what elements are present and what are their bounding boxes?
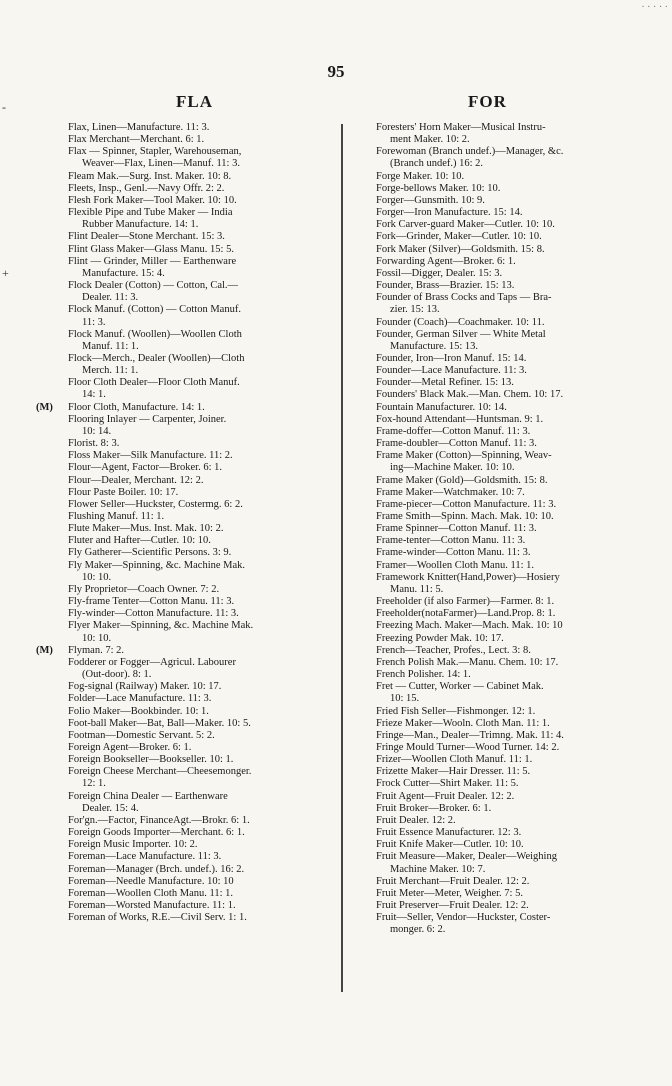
entry-line: Freeholder (if also Farmer)—Farmer. 8: 1. bbox=[376, 596, 555, 608]
entry-line: Frieze Maker—Wooln. Cloth Man. 11: 1. bbox=[376, 717, 550, 729]
entry-line: Founder, German Silver — White Metal bbox=[376, 328, 546, 340]
entry-line: Frizette Maker—Hair Dresser. 11: 5. bbox=[376, 766, 531, 778]
entry-line: Frame Smith—Spinn. Mach. Mak. 10: 10. bbox=[376, 511, 554, 522]
entry-line: Rubber Manufacture. 14: 1. bbox=[82, 219, 199, 231]
index-entry bbox=[36, 644, 328, 657]
entry-line: Frame Spinner—Cotton Manuf. 11: 3. bbox=[376, 523, 537, 535]
index-entry bbox=[46, 876, 328, 888]
index-entry bbox=[46, 146, 328, 170]
right-column-heading: FOR bbox=[468, 92, 507, 111]
index-entry bbox=[354, 389, 640, 401]
entry-line: Fruit Measure—Maker, Dealer—Weighing bbox=[376, 851, 557, 863]
index-entry bbox=[354, 268, 640, 280]
entry-line: Weaver—Flax, Linen—Manuf. 11: 3. bbox=[82, 158, 240, 170]
index-entry bbox=[46, 207, 328, 231]
entry-line: Folder—Lace Manufacture. 11: 3. bbox=[68, 693, 212, 705]
entry-line: Founder, Brass—Brazier. 15: 13. bbox=[376, 280, 515, 292]
entry-line: Fruit Essence Manufacturer. 12: 3. bbox=[376, 827, 522, 839]
entry-line: Foreman—Woollen Cloth Manu. 11: 1. bbox=[68, 887, 234, 899]
entry-line: Founder, Iron—Iron Manuf. 15: 14. bbox=[376, 352, 527, 364]
entry-line: Flock Manuf. (Woollen)—Woollen Cloth bbox=[68, 328, 242, 340]
index-entry bbox=[354, 402, 640, 414]
index-entry bbox=[354, 681, 640, 705]
entry-line: Flint Glass Maker—Glass Manu. 15: 5. bbox=[68, 243, 234, 255]
index-entry bbox=[46, 487, 328, 499]
index-entry bbox=[46, 475, 328, 487]
entry-line: Fossil—Digger, Dealer. 15: 3. bbox=[376, 267, 503, 279]
entry-line: Fruit Merchant—Fruit Dealer. 12: 2. bbox=[376, 875, 530, 887]
index-entry bbox=[354, 778, 640, 790]
entry-line: Merch. 11: 1. bbox=[82, 365, 139, 377]
index-entry bbox=[46, 851, 328, 863]
entry-line: ment Maker. 10: 2. bbox=[390, 134, 470, 146]
entry-line: 10: 10. bbox=[82, 632, 112, 644]
entry-line: Forger—Gunsmith. 10: 9. bbox=[376, 194, 485, 206]
index-entry bbox=[354, 426, 640, 438]
index-entry bbox=[46, 462, 328, 474]
entry-line: Flute Maker—Mus. Inst. Mak. 10: 2. bbox=[68, 523, 224, 535]
entry-line: Fly Maker—Spinning, &c. Machine Mak. bbox=[68, 559, 246, 571]
entry-line: Manu. 11: 5. bbox=[390, 583, 444, 595]
index-entry bbox=[354, 766, 640, 778]
index-entry bbox=[46, 900, 328, 912]
column-divider bbox=[341, 124, 343, 992]
index-entry bbox=[354, 839, 640, 851]
entry-line: Floor Cloth Dealer—Floor Cloth Manuf. bbox=[68, 377, 240, 389]
index-entry bbox=[354, 815, 640, 827]
index-entry bbox=[354, 244, 640, 256]
entry-line: Flyer Maker—Spinning, &c. Machine Mak. bbox=[68, 620, 254, 632]
entry-marker: (M) bbox=[36, 644, 53, 656]
index-entry bbox=[354, 353, 640, 365]
entry-line: 12: 1. bbox=[82, 778, 106, 790]
index-entry bbox=[46, 584, 328, 596]
entry-line: Manuf. 11: 1. bbox=[82, 340, 139, 352]
margin-tick-mark: ‐ bbox=[2, 100, 6, 114]
entry-line: Foreign Agent—Broker. 6: 1. bbox=[68, 741, 192, 753]
index-entry bbox=[46, 122, 328, 134]
index-entry bbox=[46, 742, 328, 754]
entry-line: 10: 15. bbox=[390, 693, 420, 705]
index-entry bbox=[36, 401, 328, 414]
index-entry bbox=[46, 730, 328, 742]
index-entry bbox=[354, 596, 640, 608]
index-entry bbox=[46, 256, 328, 280]
index-entry bbox=[354, 365, 640, 377]
entry-line: Founder—Metal Refiner. 15: 13. bbox=[376, 377, 514, 389]
entry-line: Foreign China Dealer — Earthenware bbox=[68, 790, 228, 802]
entry-line: Fried Fish Seller—Fishmonger. 12: 1. bbox=[376, 705, 536, 717]
entry-line: Flax — Spinner, Stapler, Warehouseman, bbox=[68, 146, 242, 158]
index-entry bbox=[46, 280, 328, 304]
entry-line: Freeholder(notaFarmer)—Land.Prop. 8: 1. bbox=[376, 608, 556, 620]
index-entry bbox=[354, 608, 640, 620]
entry-line: Forge-bellows Maker. 10: 10. bbox=[376, 182, 501, 194]
index-entry bbox=[354, 754, 640, 766]
index-entry bbox=[354, 511, 640, 523]
entry-line: Fly Proprietor—Coach Owner. 7: 2. bbox=[68, 583, 220, 595]
index-entry bbox=[46, 693, 328, 705]
entry-line: Dealer. 15: 4. bbox=[82, 802, 139, 814]
index-entry bbox=[354, 912, 640, 936]
entry-line: French Polish Mak.—Manu. Chem. 10: 17. bbox=[376, 656, 559, 668]
entry-line: Fleets, Insp., Genl.—Navy Offr. 2: 2. bbox=[68, 182, 225, 194]
entry-line: (Branch undef.) 16: 2. bbox=[390, 158, 484, 170]
entry-line: Fox-hound Attendant—Huntsman. 9: 1. bbox=[376, 413, 544, 425]
index-entry bbox=[354, 231, 640, 243]
corner-marks: · · · · · bbox=[641, 2, 668, 13]
index-entry bbox=[46, 912, 328, 924]
index-entry bbox=[46, 231, 328, 243]
entry-line: Florist. 8: 3. bbox=[68, 438, 120, 450]
entry-line: Fruit Agent—Fruit Dealer. 12: 2. bbox=[376, 790, 515, 802]
index-entry bbox=[46, 329, 328, 353]
entry-line: Frame-tenter—Cotton Manu. 11: 3. bbox=[376, 535, 526, 547]
entry-line: Flock Manuf. (Cotton) — Cotton Manuf. bbox=[68, 304, 241, 316]
index-entry bbox=[46, 171, 328, 183]
index-entry bbox=[46, 134, 328, 146]
index-entry bbox=[354, 718, 640, 730]
index-entry bbox=[46, 839, 328, 851]
index-entry bbox=[354, 791, 640, 803]
entry-line: Footman—Domestic Servant. 5: 2. bbox=[68, 729, 215, 741]
entry-line: Foreman—Needle Manufacture. 10: 10 bbox=[68, 875, 234, 887]
index-entry bbox=[354, 560, 640, 572]
entry-line: Foot-ball Maker—Bat, Ball—Maker. 10: 5. bbox=[68, 717, 251, 729]
page-number: 95 bbox=[327, 62, 345, 81]
left-column-heading: FLA bbox=[176, 92, 213, 111]
index-entry bbox=[354, 499, 640, 511]
entry-line: Founder—Lace Manufacture. 11: 3. bbox=[376, 365, 527, 377]
entry-line: Forger—Iron Manufacture. 15: 14. bbox=[376, 207, 523, 219]
entry-line: For'gn.—Factor, FinanceAgt.—Brokr. 6: 1. bbox=[68, 814, 250, 826]
entry-line: Folio Maker—Bookbinder. 10: 1. bbox=[68, 705, 209, 717]
index-entry bbox=[354, 219, 640, 231]
index-entry bbox=[354, 475, 640, 487]
index-entry bbox=[354, 146, 640, 170]
entry-line: Frizer—Woollen Cloth Manuf. 11: 1. bbox=[376, 754, 533, 766]
index-entry bbox=[354, 730, 640, 742]
entry-line: Fruit—Seller, Vendor—Huckster, Coster- bbox=[376, 912, 551, 924]
index-entry bbox=[354, 888, 640, 900]
index-entry bbox=[46, 706, 328, 718]
index-entry bbox=[354, 280, 640, 292]
index-entry bbox=[354, 803, 640, 815]
entry-line: Founders' Black Mak.—Man. Chem. 10: 17. bbox=[376, 389, 564, 401]
index-entry bbox=[46, 353, 328, 377]
index-entry bbox=[46, 244, 328, 256]
index-entry bbox=[46, 183, 328, 195]
entry-line: Fret — Cutter, Worker — Cabinet Mak. bbox=[376, 681, 544, 693]
index-entry bbox=[46, 195, 328, 207]
entry-line: Dealer. 11: 3. bbox=[82, 292, 139, 304]
index-entry bbox=[46, 414, 328, 438]
entry-line: Flint Dealer—Stone Merchant. 15: 3. bbox=[68, 231, 225, 243]
index-entry bbox=[46, 450, 328, 462]
entry-line: Freezing Mach. Maker—Mach. Mak. 10: 10 bbox=[376, 620, 563, 632]
index-entry bbox=[354, 317, 640, 329]
entry-line: Flyman. 7: 2. bbox=[68, 644, 125, 656]
entry-line: 10: 10. bbox=[82, 571, 112, 583]
index-entry bbox=[46, 304, 328, 328]
index-entry bbox=[46, 560, 328, 584]
entry-line: Forge Maker. 10: 10. bbox=[376, 170, 465, 182]
index-entry bbox=[354, 535, 640, 547]
index-entry bbox=[354, 414, 640, 426]
index-entry bbox=[354, 122, 640, 146]
index-entry bbox=[354, 572, 640, 596]
entry-line: Foreign Cheese Merchant—Cheesemonger. bbox=[68, 766, 252, 778]
entry-line: Flesh Fork Maker—Tool Maker. 10: 10. bbox=[68, 194, 237, 206]
entry-line: Fruit Knife Maker—Cutler. 10: 10. bbox=[376, 839, 524, 851]
index-entry bbox=[354, 292, 640, 316]
entry-line: Foreman—Worsted Manufacture. 11: 1. bbox=[68, 900, 236, 911]
entry-line: Founder of Brass Cocks and Taps — Bra- bbox=[376, 292, 552, 304]
index-entry bbox=[46, 499, 328, 511]
index-entry bbox=[354, 620, 640, 632]
index-entry bbox=[46, 535, 328, 547]
entry-line: Frame Maker—Watchmaker. 10: 7. bbox=[376, 486, 525, 498]
index-entry bbox=[46, 620, 328, 644]
index-entry bbox=[354, 657, 640, 669]
index-entry bbox=[354, 900, 640, 912]
index-entry bbox=[354, 547, 640, 559]
entry-line: Flax Merchant—Merchant. 6: 1. bbox=[68, 134, 205, 146]
entry-line: Flower Seller—Huckster, Costermg. 6: 2. bbox=[68, 498, 243, 510]
entry-line: Fruit Meter—Meter, Weigher. 7: 5. bbox=[376, 887, 523, 899]
index-entry bbox=[354, 377, 640, 389]
entry-line: Frame Maker (Cotton)—Spinning, Weav- bbox=[376, 450, 552, 462]
index-entry bbox=[354, 645, 640, 657]
entry-line: Fodderer or Fogger—Agricul. Labourer bbox=[68, 656, 236, 668]
entry-line: Flushing Manuf. 11: 1. bbox=[68, 511, 165, 522]
index-entry bbox=[46, 608, 328, 620]
entry-line: Foreman of Works, R.E.—Civil Serv. 1: 1. bbox=[68, 912, 247, 924]
entry-line: Flint — Grinder, Miller — Earthenware bbox=[68, 255, 237, 267]
entry-line: Fruit Broker—Broker. 6: 1. bbox=[376, 802, 492, 814]
index-entry bbox=[46, 523, 328, 535]
index-entry bbox=[354, 256, 640, 268]
entry-line: French Polisher. 14: 1. bbox=[376, 669, 471, 681]
entry-line: French—Teacher, Profes., Lect. 3: 8. bbox=[376, 644, 531, 656]
index-entry bbox=[354, 487, 640, 499]
index-entry bbox=[354, 633, 640, 645]
entry-line: Flooring Inlayer — Carpenter, Joiner. bbox=[68, 413, 227, 425]
entry-line: monger. 6: 2. bbox=[390, 924, 446, 936]
entry-line: zier. 15: 13. bbox=[390, 304, 440, 316]
index-entry bbox=[354, 438, 640, 450]
entry-line: Flour—Dealer, Merchant. 12: 2. bbox=[68, 474, 204, 486]
entry-line: Founder (Coach)—Coachmaker. 10: 11. bbox=[376, 316, 545, 328]
entry-line: Frame-piecer—Cotton Manufacture. 11: 3. bbox=[376, 498, 557, 510]
entry-line: Forwarding Agent—Broker. 6: 1. bbox=[376, 255, 516, 267]
entry-line: Forewoman (Branch undef.)—Manager, &c. bbox=[376, 146, 564, 158]
entry-line: Fork Maker (Silver)—Goldsmith. 15: 8. bbox=[376, 243, 545, 255]
index-entry bbox=[46, 888, 328, 900]
entry-line: 10: 14. bbox=[82, 425, 112, 437]
entry-line: Foreman—Lace Manufacture. 11: 3. bbox=[68, 851, 222, 863]
index-entry bbox=[46, 791, 328, 815]
entry-line: Flexible Pipe and Tube Maker — India bbox=[68, 207, 233, 219]
entry-line: (Out-door). 8: 1. bbox=[82, 669, 152, 681]
index-entry bbox=[46, 547, 328, 559]
entry-line: Fly Gatherer—Scientific Persons. 3: 9. bbox=[68, 547, 232, 559]
entry-line: Fly-winder—Cotton Manufacture. 11: 3. bbox=[68, 608, 239, 620]
entry-line: Machine Maker. 10: 7. bbox=[390, 863, 486, 875]
entry-line: Flock Dealer (Cotton) — Cotton, Cal.— bbox=[68, 280, 239, 292]
entry-line: Fork—Grinder, Maker—Cutler. 10: 10. bbox=[376, 231, 542, 243]
entry-line: Fly-frame Tenter—Cotton Manu. 11: 3. bbox=[68, 596, 235, 608]
entry-line: Freezing Powder Mak. 10: 17. bbox=[376, 632, 504, 644]
index-entry bbox=[354, 207, 640, 219]
right-column bbox=[354, 122, 640, 936]
index-entry bbox=[354, 450, 640, 474]
entry-line: Fringe Mould Turner—Wood Turner. 14: 2. bbox=[376, 741, 560, 753]
entry-line: 11: 3. bbox=[82, 316, 106, 328]
index-entry bbox=[354, 851, 640, 875]
index-entry bbox=[46, 864, 328, 876]
entry-line: Flax, Linen—Manufacture. 11: 3. bbox=[68, 122, 210, 133]
entry-line: Fruit Dealer. 12: 2. bbox=[376, 814, 456, 826]
index-entry bbox=[46, 815, 328, 827]
entry-line: Flour Paste Boiler. 10: 17. bbox=[68, 486, 179, 498]
entry-line: Frame Maker (Gold)—Goldsmith. 15: 8. bbox=[376, 474, 548, 486]
entry-line: Frame-winder—Cotton Manu. 11: 3. bbox=[376, 547, 531, 559]
margin-tick-mark: + bbox=[2, 266, 9, 280]
entry-line: Frame-doubler—Cotton Manuf. 11: 3. bbox=[376, 438, 537, 450]
entry-line: Foreign Bookseller—Bookseller. 10: 1. bbox=[68, 754, 234, 766]
index-entry bbox=[46, 596, 328, 608]
entry-marker: (M) bbox=[36, 401, 53, 413]
index-entry bbox=[46, 657, 328, 681]
entry-line: Fork Carver-guard Maker—Cutler. 10: 10. bbox=[376, 219, 555, 231]
entry-line: Manufacture. 15: 4. bbox=[82, 267, 165, 279]
entry-line: 14: 1. bbox=[82, 389, 106, 401]
entry-line: Fountain Manufacturer. 10: 14. bbox=[376, 401, 507, 413]
entry-line: Fluter and Hafter—Cutler. 10: 10. bbox=[68, 535, 211, 547]
entry-line: Floss Maker—Silk Manufacture. 11: 2. bbox=[68, 450, 233, 462]
index-entry bbox=[354, 827, 640, 839]
index-entry bbox=[46, 681, 328, 693]
index-entry bbox=[354, 171, 640, 183]
entry-line: Framer—Woollen Cloth Manu. 11: 1. bbox=[376, 559, 534, 571]
index-entry bbox=[354, 876, 640, 888]
entry-line: Frock Cutter—Shirt Maker. 11: 5. bbox=[376, 778, 519, 790]
entry-line: Foreign Music Importer. 10: 2. bbox=[68, 839, 198, 851]
index-entry bbox=[46, 438, 328, 450]
entry-line: Frame-doffer—Cotton Manuf. 11: 3. bbox=[376, 425, 531, 437]
index-entry bbox=[46, 754, 328, 766]
entry-line: Fringe—Man., Dealer—Trimng. Mak. 11: 4. bbox=[376, 729, 564, 741]
index-entry bbox=[46, 718, 328, 730]
entry-line: Foreman—Manager (Brch. undef.). 16: 2. bbox=[68, 863, 245, 875]
index-entry bbox=[354, 742, 640, 754]
entry-line: Manufacture. 15: 13. bbox=[390, 340, 479, 352]
entry-line: Fog-signal (Railway) Maker. 10: 17. bbox=[68, 681, 222, 693]
entry-line: Flock—Merch., Dealer (Woollen)—Cloth bbox=[68, 352, 245, 364]
index-entry bbox=[46, 766, 328, 790]
entry-line: Foreign Goods Importer—Merchant. 6: 1. bbox=[68, 827, 245, 839]
entry-line: Framework Knitter(Hand,Power)—Hosiery bbox=[376, 571, 560, 583]
entry-line: Fleam Mak.—Surg. Inst. Maker. 10: 8. bbox=[68, 170, 232, 182]
entry-line: Floor Cloth, Manufacture. 14: 1. bbox=[68, 401, 205, 413]
index-entry bbox=[46, 827, 328, 839]
left-column bbox=[36, 122, 328, 924]
index-entry bbox=[354, 195, 640, 207]
entry-line: ing—Machine Maker. 10: 10. bbox=[390, 462, 515, 474]
index-entry bbox=[354, 706, 640, 718]
index-entry bbox=[354, 183, 640, 195]
index-entry bbox=[46, 377, 328, 401]
entry-line: Foresters' Horn Maker—Musical Instru- bbox=[376, 122, 546, 133]
entry-line: Fruit Preserver—Fruit Dealer. 12: 2. bbox=[376, 900, 529, 911]
index-entry bbox=[354, 523, 640, 535]
index-entry bbox=[354, 669, 640, 681]
index-entry bbox=[46, 511, 328, 523]
entry-line: Flour—Agent, Factor—Broker. 6: 1. bbox=[68, 462, 222, 474]
index-entry bbox=[354, 329, 640, 353]
